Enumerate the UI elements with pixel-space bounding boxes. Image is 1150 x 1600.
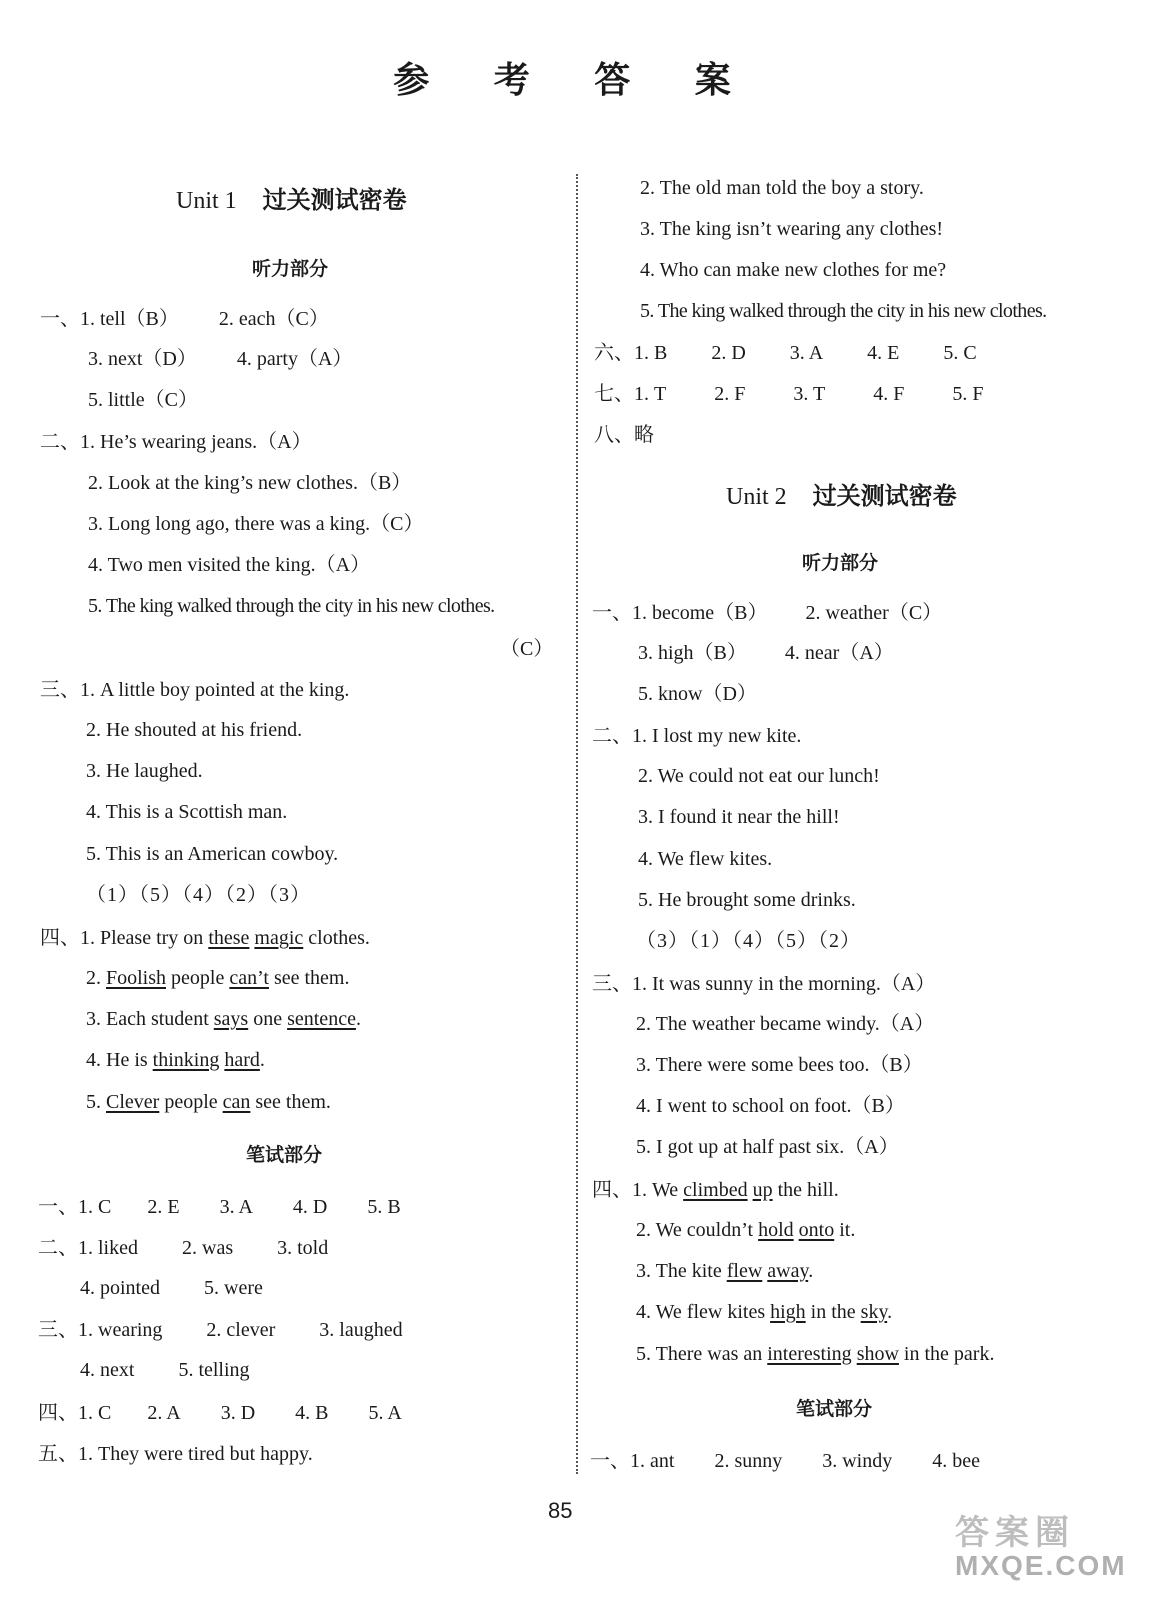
- unit1-w7: [594, 381, 983, 406]
- answer-item: 1. B: [634, 342, 668, 364]
- watermark-logo-text: 答案圈: [955, 1513, 1075, 1553]
- answer-item: 1. ant: [630, 1450, 675, 1472]
- answer-item: 2. A: [147, 1402, 181, 1424]
- unit1-s1-line1: [40, 306, 329, 331]
- underlined-word: these: [208, 927, 250, 949]
- unit1-listening-title: 听力部分: [252, 258, 329, 280]
- answer-item: 4. B: [295, 1402, 329, 1424]
- unit1-s4-line1: [40, 925, 370, 950]
- answer-item: 3. D: [220, 1402, 256, 1424]
- answer-item: （1）（5）（4）（2）（3）: [86, 884, 311, 906]
- answer-item: 2. We could not eat our lunch!: [638, 765, 880, 787]
- answer-item: 3. I found it near the hill!: [638, 806, 840, 828]
- unit2-s4-line3: [636, 1259, 813, 1283]
- section-number: 七、: [594, 381, 634, 405]
- answer-item: 5. F: [952, 383, 984, 405]
- answer-item: 略: [634, 422, 654, 446]
- answer-item: 3. There were some bees too.（B）: [636, 1054, 923, 1076]
- sentence-text: .: [887, 1301, 893, 1323]
- section-number: 三、: [592, 971, 632, 995]
- answer-item: 4. Who can make new clothes for me?: [640, 259, 947, 281]
- answer-item: 5. telling: [178, 1359, 250, 1381]
- unit2-written-title: 笔试部分: [796, 1398, 873, 1420]
- sentence-text: 1. We: [632, 1179, 684, 1201]
- answer-item: 2. sunny: [714, 1450, 783, 1472]
- answer-item: 3. A: [219, 1196, 253, 1218]
- answer-item: 3. told: [277, 1237, 329, 1259]
- sentence-text: 2. We couldn’t: [636, 1219, 759, 1241]
- underlined-word: sentence: [287, 1008, 356, 1030]
- section-number: 三、: [40, 677, 80, 701]
- section-number: 一、: [38, 1194, 78, 1218]
- answer-item: 3. A: [789, 342, 824, 364]
- answer-item: 4. We flew kites.: [638, 848, 773, 870]
- sentence-text: 3. Each student: [86, 1008, 214, 1030]
- answer-item: 2. D: [711, 342, 746, 364]
- watermark-url: MXQE.COM: [955, 1550, 1127, 1581]
- sentence-text: .: [355, 1008, 361, 1030]
- answer-item: 5. The king walked through the city in his new clothes.: [640, 300, 1047, 322]
- section-number: 一、: [592, 600, 632, 624]
- underlined-word: hold: [758, 1219, 794, 1241]
- answer-item: 2. weather（C）: [805, 602, 943, 624]
- answer-item: 1. C: [78, 1402, 112, 1424]
- unit1-w8: [594, 422, 654, 447]
- answer-item: 5. C: [943, 342, 977, 364]
- underlined-word: high: [770, 1301, 806, 1323]
- answer-item: 4. Two men visited the king.（A）: [88, 554, 371, 576]
- answer-item: 5. little（C）: [88, 389, 198, 411]
- answer-item: 1. C: [78, 1196, 112, 1218]
- unit1-s4-line3: [86, 1007, 361, 1031]
- unit1-written-title: 笔试部分: [246, 1144, 323, 1166]
- unit2-listening-title: 听力部分: [802, 552, 879, 574]
- underlined-word: flew: [726, 1260, 763, 1282]
- answer-item: 1. He’s wearing jeans.（A）: [80, 431, 312, 453]
- answer-item: （C）: [500, 638, 554, 660]
- answer-item: 1. tell（B）: [80, 308, 179, 330]
- answer-item: 1. wearing: [78, 1319, 163, 1341]
- unit1-heading: [176, 186, 407, 216]
- underlined-word: thinking: [152, 1049, 220, 1071]
- underlined-word: away: [767, 1260, 809, 1282]
- unit1-s2-line1: [40, 429, 312, 454]
- answer-item: 1. I lost my new kite.: [632, 725, 802, 747]
- section-number: 三、: [38, 1317, 78, 1341]
- answer-item: 4. F: [873, 383, 905, 405]
- answer-item: 2. E: [147, 1196, 180, 1218]
- unit2-heading-en: Unit 2: [726, 484, 787, 510]
- section-number: 一、: [590, 1448, 630, 1472]
- unit2-s4-line1: [592, 1177, 839, 1202]
- answer-item: 2. F: [714, 383, 746, 405]
- unit1-w3-line2: [80, 1358, 250, 1382]
- underlined-word: magic: [254, 927, 304, 949]
- underlined-word: onto: [798, 1219, 835, 1241]
- underlined-word: can’t: [229, 967, 269, 989]
- sentence-text: 5. There was an: [636, 1343, 768, 1365]
- answer-item: 3. He laughed.: [86, 760, 203, 782]
- answer-item: 1. It was sunny in the morning.（A）: [632, 973, 936, 995]
- unit2-s1-line2: [638, 641, 894, 665]
- underlined-word: interesting: [767, 1343, 852, 1365]
- unit2-s3-line1: [592, 971, 935, 996]
- underlined-word: Foolish: [106, 967, 167, 989]
- answer-item: 5. I got up at half past six.（A）: [636, 1136, 899, 1158]
- answer-item: 4. next: [80, 1359, 135, 1381]
- answer-item: 2. each（C）: [218, 308, 329, 330]
- unit2-s4-line5: [636, 1342, 994, 1366]
- answer-item: 4. party（A）: [236, 348, 353, 370]
- answer-item: 4. D: [292, 1196, 328, 1218]
- section-number: 五、: [38, 1441, 78, 1465]
- unit1-w1: [38, 1194, 401, 1219]
- answer-item: 2. He shouted at his friend.: [86, 719, 303, 741]
- unit1-s4-line4: [86, 1048, 265, 1072]
- sentence-text: people: [166, 967, 230, 989]
- answer-item: 2. was: [182, 1237, 234, 1259]
- answer-item: 3. high（B）: [638, 642, 747, 664]
- underlined-word: up: [752, 1179, 773, 1201]
- answer-item: 5. B: [367, 1196, 401, 1218]
- underlined-word: can: [222, 1091, 251, 1113]
- answer-item: 5. This is an American cowboy.: [86, 843, 339, 865]
- section-number: 二、: [592, 723, 632, 747]
- answer-item: 4. This is a Scottish man.: [86, 801, 288, 823]
- sentence-text: the hill.: [772, 1179, 839, 1201]
- answer-item: 3. laughed: [319, 1319, 403, 1341]
- unit1-heading-en: Unit 1: [176, 188, 237, 214]
- unit2-s4-line4: [636, 1300, 892, 1324]
- underlined-word: sky: [860, 1301, 888, 1323]
- section-number: 二、: [38, 1235, 78, 1259]
- section-number: 四、: [38, 1400, 78, 1424]
- section-number: 八、: [594, 422, 634, 446]
- sentence-text: it.: [834, 1219, 856, 1241]
- section-number: 二、: [40, 429, 80, 453]
- sentence-text: 2.: [86, 967, 106, 989]
- underlined-word: Clever: [106, 1091, 160, 1113]
- unit2-heading-cn: 过关测试密卷: [812, 482, 957, 510]
- sentence-text: 4. He is: [86, 1049, 153, 1071]
- answer-item: 4. pointed: [80, 1277, 160, 1299]
- unit1-s1-line2: [88, 347, 352, 371]
- answer-item: 4. I went to school on foot.（B）: [636, 1095, 905, 1117]
- sentence-text: clothes.: [303, 927, 370, 949]
- answer-item: 4. E: [867, 342, 900, 364]
- unit1-w4: [38, 1400, 402, 1425]
- answer-item: 5. A: [368, 1402, 402, 1424]
- unit1-w5-line1: [38, 1441, 313, 1466]
- answer-item: 5. The king walked through the city in his new clothes.: [88, 595, 495, 617]
- section-number: 四、: [40, 925, 80, 949]
- unit1-s3-line1: [40, 677, 349, 702]
- unit1-w2-line1: [38, 1235, 328, 1260]
- answer-item: 5. were: [204, 1277, 263, 1299]
- page-title: 参 考 答 案: [393, 60, 757, 101]
- sentence-text: see them.: [268, 967, 350, 989]
- section-number: 六、: [594, 340, 634, 364]
- sentence-text: in the: [805, 1301, 861, 1323]
- answer-item: 3. Long long ago, there was a king.（C）: [88, 513, 424, 535]
- underlined-word: climbed: [683, 1179, 748, 1201]
- answer-item: 2. Look at the king’s new clothes.（B）: [88, 472, 412, 494]
- page-number: 85: [548, 1498, 573, 1523]
- column-divider: [576, 174, 578, 1474]
- answer-item: 5. He brought some drinks.: [638, 889, 856, 911]
- section-number: 一、: [40, 306, 80, 330]
- sentence-text: see them.: [250, 1091, 331, 1113]
- answer-item: 2. The weather became windy.（A）: [636, 1013, 935, 1035]
- answer-item: 3. windy: [822, 1450, 893, 1472]
- answer-item: 3. The king isn’t wearing any clothes!: [640, 218, 944, 240]
- unit1-w2-line2: [80, 1276, 263, 1300]
- unit2-s4-line2: [636, 1218, 855, 1242]
- answer-item: 5. know（D）: [638, 683, 757, 705]
- unit2-s2-line1: [592, 723, 801, 748]
- unit1-s4-line2: [86, 966, 349, 990]
- unit2-heading: [726, 482, 957, 512]
- unit2-w1: [590, 1448, 980, 1473]
- answer-item: 1. liked: [78, 1237, 138, 1259]
- sentence-text: 3. The kite: [636, 1260, 727, 1282]
- watermark-logo: [955, 1505, 1127, 1582]
- answer-item: 1. T: [634, 383, 667, 405]
- answer-item: 4. near（A）: [784, 642, 894, 664]
- answer-item: （3）（1）（4）（5）（2）: [636, 930, 861, 952]
- sentence-text: 1. Please try on: [80, 927, 209, 949]
- sentence-text: one: [248, 1008, 288, 1030]
- sentence-text: .: [259, 1049, 265, 1071]
- unit1-w3-line1: [38, 1317, 403, 1342]
- answer-item: 3. next（D）: [88, 348, 197, 370]
- underlined-word: show: [856, 1343, 899, 1365]
- unit1-s4-line5: [86, 1090, 331, 1114]
- answer-item: 4. bee: [932, 1450, 980, 1472]
- sentence-text: 5.: [86, 1091, 106, 1113]
- sentence-text: 4. We flew kites: [636, 1301, 771, 1323]
- sentence-text: people: [159, 1091, 223, 1113]
- answer-item: 2. clever: [206, 1319, 276, 1341]
- underlined-word: hard: [224, 1049, 260, 1071]
- underlined-word: says: [213, 1008, 249, 1030]
- sentence-text: in the park.: [898, 1343, 995, 1365]
- answer-item: 1. They were tired but happy.: [78, 1443, 313, 1465]
- answer-item: 1. A little boy pointed at the king.: [80, 679, 350, 701]
- answer-item: 2. The old man told the boy a story.: [640, 177, 924, 199]
- answer-item: 3. T: [793, 383, 826, 405]
- unit1-w6: [594, 340, 977, 365]
- section-number: 四、: [592, 1177, 632, 1201]
- unit1-heading-cn: 过关测试密卷: [262, 186, 407, 214]
- sentence-text: .: [808, 1260, 814, 1282]
- unit2-s1-line1: [592, 600, 942, 625]
- answer-item: 1. become（B）: [632, 602, 768, 624]
